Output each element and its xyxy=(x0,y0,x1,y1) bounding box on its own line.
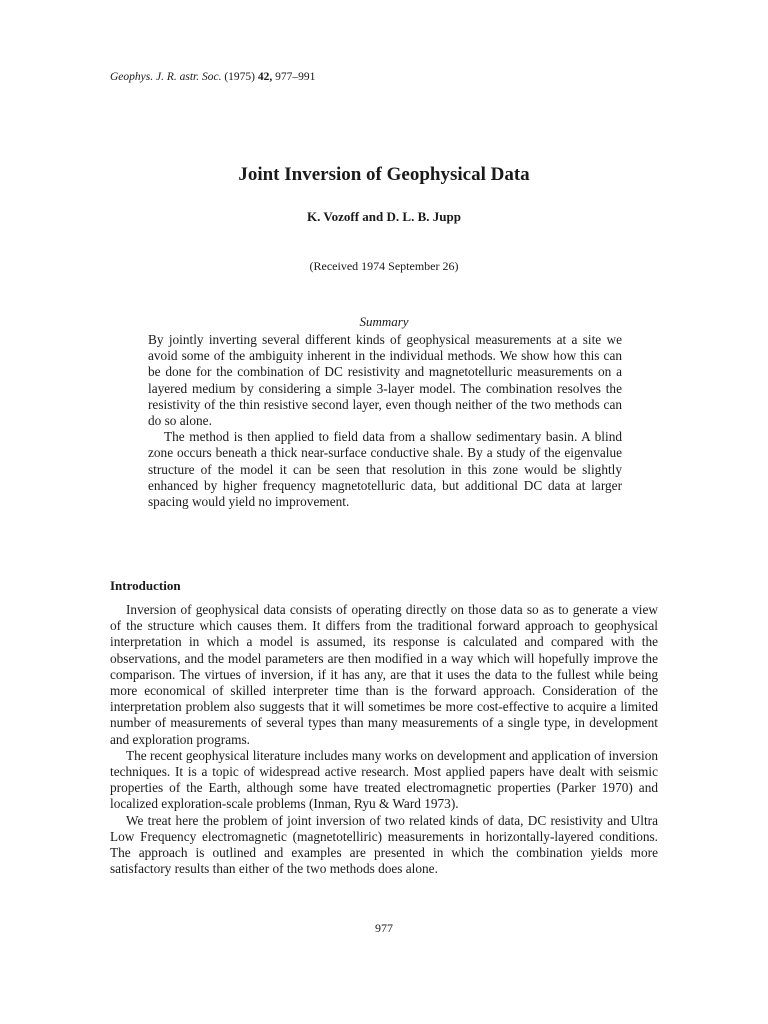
paper-authors: K. Vozoff and D. L. B. Jupp xyxy=(307,209,461,224)
journal-volume: 42, xyxy=(257,71,273,83)
summary-heading: Summary xyxy=(359,314,409,329)
journal-name: Geophys. J. R. astr. Soc. xyxy=(110,71,222,83)
journal-citation xyxy=(110,70,315,84)
received-date: (Received 1974 September 26) xyxy=(309,259,459,273)
journal-year: (1975) xyxy=(224,71,256,83)
summary-section xyxy=(148,332,622,510)
introduction-section xyxy=(110,602,658,877)
body-paragraph: Inversion of geophysical data consists of operating directly on those data so as to generate a view of the structure which causes them. It differs from the traditional forward approach to geophysical interpretation in which a model is assumed, its response is calculated and compared with the observations, and the model parameters are then modified in a way which will hopefully improve the comparison. The virtues of inversion, if it has any, are that it uses the data to the fullest while being more economical of skilled interpreter time than is the forward approach. Consideration of the interpretation problem also suggests that it will sometimes be more cost-effective to acquire a limited number of measurements of several types than many measurements of a single type, in development and exploration programs. xyxy=(110,602,658,747)
introduction-heading: Introduction xyxy=(110,578,181,593)
journal-pages: 977–991 xyxy=(275,71,316,83)
body-paragraph: We treat here the problem of joint inversion of two related kinds of data, DC resistivity and Ultra Low Frequency electromagnetic (magnetotelliric) measurements in horizontally-layered conditions. The approach is outlined and examples are presented in which the combination yields more satisfactory results than either of the two methods does alone. xyxy=(110,812,658,877)
paper-title: Joint Inversion of Geophysical Data xyxy=(238,164,530,185)
summary-paragraph: The method is then applied to field data from a shallow sedimentary basin. A blind zone occurs beneath a thick near-surface conductive shale. By a study of the eigenvalue structure of the model it can be seen that resolution in this zone would be slightly enhanced by higher frequency magnetotelluric data, but additional DC data at larger spacing would yield no improvement. xyxy=(148,429,622,510)
page-number: 977 xyxy=(375,921,393,935)
body-paragraph: The recent geophysical literature includes many works on development and application of inversion techniques. It is a topic of widespread active research. Most applied papers have dealt with seismic properties of the Earth, although some have treated electromagnetic properties (Parker 1970) and localized exploration-scale problems (Inman, Ryu & Ward 1973). xyxy=(110,747,658,812)
summary-paragraph: By jointly inverting several different kinds of geophysical measurements at a site we avoid some of the ambiguity inherent in the individual methods. We show how this can be done for the combination of DC resistivity and magnetotelluric measurements on a layered medium by considering a simple 3-layer model. The combination resolves the resistivity of the thin resistive second layer, even though neither of the two methods can do so alone. xyxy=(148,332,622,429)
